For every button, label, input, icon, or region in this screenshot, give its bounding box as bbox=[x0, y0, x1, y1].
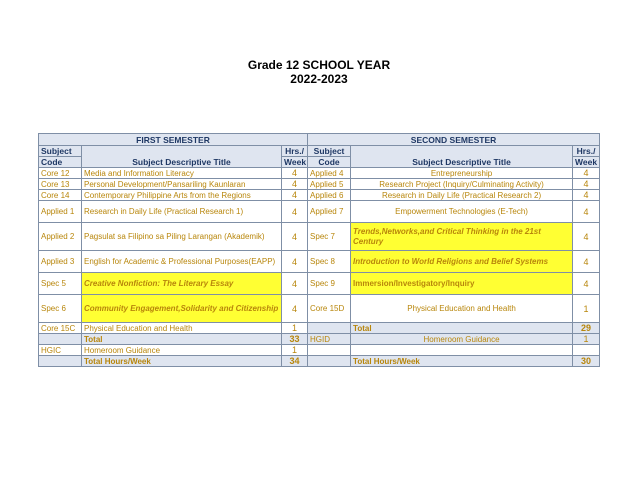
code-cell: Spec 6 bbox=[39, 295, 82, 323]
title-cell: Pagsulat sa Filipino sa Piling Larangan (Akademik) bbox=[82, 223, 282, 251]
hg-hrs-2: 1 bbox=[573, 334, 600, 345]
second-semester-header: SECOND SEMESTER bbox=[308, 134, 600, 146]
blank-cell bbox=[39, 334, 82, 345]
grand-total-label-2: Total Hours/Week bbox=[351, 356, 573, 367]
hrs-header: Hrs./ bbox=[282, 146, 308, 157]
hrs-cell: 4 bbox=[573, 251, 600, 273]
title-cell: Personal Development/Pansariling Kaunlaran bbox=[82, 179, 282, 190]
title-cell-highlighted: Trends,Networks,and Critical Thinking in the 21st Century bbox=[351, 223, 573, 251]
title-cell: Physical Education and Health bbox=[351, 295, 573, 323]
code-cell: Core 13 bbox=[39, 179, 82, 190]
code-cell: Applied 2 bbox=[39, 223, 82, 251]
blank-cell bbox=[308, 345, 351, 356]
code-cell: Applied 3 bbox=[39, 251, 82, 273]
total-label-2: Total bbox=[351, 323, 573, 334]
hrs-cell: 4 bbox=[573, 223, 600, 251]
blank-cell bbox=[351, 345, 573, 356]
table-row bbox=[39, 190, 600, 201]
hrs-cell: 4 bbox=[282, 295, 308, 323]
code-cell: Applied 1 bbox=[39, 201, 82, 223]
code-cell: Core 12 bbox=[39, 168, 82, 179]
school-year: 2022-2023 bbox=[290, 72, 348, 86]
first-semester-header: FIRST SEMESTER bbox=[39, 134, 308, 146]
hrs-cell: 4 bbox=[282, 251, 308, 273]
code-cell: Core 14 bbox=[39, 190, 82, 201]
grand-total-row bbox=[39, 356, 600, 367]
code-cell: Applied 6 bbox=[308, 190, 351, 201]
page-title: Grade 12 SCHOOL YEAR bbox=[247, 58, 391, 72]
title-cell-highlighted: Community Engagement,Solidarity and Citizenship bbox=[82, 295, 282, 323]
hg-title-2: Homeroom Guidance bbox=[351, 334, 573, 345]
code-cell: Applied 7 bbox=[308, 201, 351, 223]
hrs-cell: 4 bbox=[282, 223, 308, 251]
table-row bbox=[39, 201, 600, 223]
code-cell: Spec 5 bbox=[39, 273, 82, 295]
hg-code: HGIC bbox=[39, 345, 82, 356]
hrs-cell: 1 bbox=[573, 295, 600, 323]
blank-cell bbox=[308, 323, 351, 334]
title-cell: Physical Education and Health bbox=[82, 323, 282, 334]
week-header-2: Week bbox=[573, 157, 600, 168]
table-row bbox=[39, 179, 600, 190]
code-cell: Spec 8 bbox=[308, 251, 351, 273]
title-header-2: Subject Descriptive Title bbox=[351, 146, 573, 168]
hrs-cell: 4 bbox=[282, 190, 308, 201]
title-cell: Contemporary Philippine Arts from the Regions bbox=[82, 190, 282, 201]
code-cell: Applied 5 bbox=[308, 179, 351, 190]
title-cell: English for Academic & Professional Purposes(EAPP) bbox=[82, 251, 282, 273]
grand-total-value-2: 30 bbox=[573, 356, 600, 367]
hrs-cell: 4 bbox=[282, 168, 308, 179]
code-header-2: Code bbox=[308, 157, 351, 168]
title-cell: Research Project (Inquiry/Culminating Activity) bbox=[351, 179, 573, 190]
table-row bbox=[39, 251, 600, 273]
code-cell: Core 15D bbox=[308, 295, 351, 323]
grand-total-label: Total Hours/Week bbox=[82, 356, 282, 367]
total-value: 33 bbox=[282, 334, 308, 345]
hrs-cell: 4 bbox=[573, 168, 600, 179]
hg-code-2: HGID bbox=[308, 334, 351, 345]
title-cell-highlighted: Immersion/Investigatory/Inquiry bbox=[351, 273, 573, 295]
table-row bbox=[39, 273, 600, 295]
hrs-cell: 4 bbox=[282, 179, 308, 190]
subject-header: Subject bbox=[39, 146, 82, 157]
schedule-table bbox=[38, 133, 600, 367]
title-cell: Entrepreneurship bbox=[351, 168, 573, 179]
hrs-cell: 4 bbox=[573, 201, 600, 223]
hg-hrs: 1 bbox=[282, 345, 308, 356]
title-cell-highlighted: Creative Nonfiction: The Literary Essay bbox=[82, 273, 282, 295]
hg-title: Homeroom Guidance bbox=[82, 345, 282, 356]
code-cell: Applied 4 bbox=[308, 168, 351, 179]
title-cell: Empowerment Technologies (E-Tech) bbox=[351, 201, 573, 223]
hrs-cell: 4 bbox=[573, 190, 600, 201]
title-header: Subject Descriptive Title bbox=[82, 146, 282, 168]
title-cell: Media and Information Literacy bbox=[82, 168, 282, 179]
blank-cell bbox=[573, 345, 600, 356]
code-header: Code bbox=[39, 157, 82, 168]
total-label: Total bbox=[82, 334, 282, 345]
hrs-cell: 4 bbox=[282, 201, 308, 223]
total-value-2: 29 bbox=[573, 323, 600, 334]
hrs-cell: 4 bbox=[573, 179, 600, 190]
total-row bbox=[39, 334, 600, 345]
hrs-cell: 4 bbox=[282, 273, 308, 295]
title-cell: Research in Daily Life (Practical Research 2) bbox=[351, 190, 573, 201]
code-cell: Spec 7 bbox=[308, 223, 351, 251]
table-row bbox=[39, 223, 600, 251]
table-row bbox=[39, 168, 600, 179]
code-cell: Core 15C bbox=[39, 323, 82, 334]
table-row bbox=[39, 345, 600, 356]
hrs-cell: 4 bbox=[573, 273, 600, 295]
hrs-cell: 1 bbox=[282, 323, 308, 334]
hrs-header-2: Hrs./ bbox=[573, 146, 600, 157]
title-cell-highlighted: Introduction to World Religions and Belief Systems bbox=[351, 251, 573, 273]
title-cell: Research in Daily Life (Practical Research 1) bbox=[82, 201, 282, 223]
table-row bbox=[39, 323, 600, 334]
blank-cell bbox=[308, 356, 351, 367]
week-header: Week bbox=[282, 157, 308, 168]
grand-total-value: 34 bbox=[282, 356, 308, 367]
code-cell: Spec 9 bbox=[308, 273, 351, 295]
blank-cell bbox=[39, 356, 82, 367]
table-row bbox=[39, 295, 600, 323]
subject-header-2: Subject bbox=[308, 146, 351, 157]
